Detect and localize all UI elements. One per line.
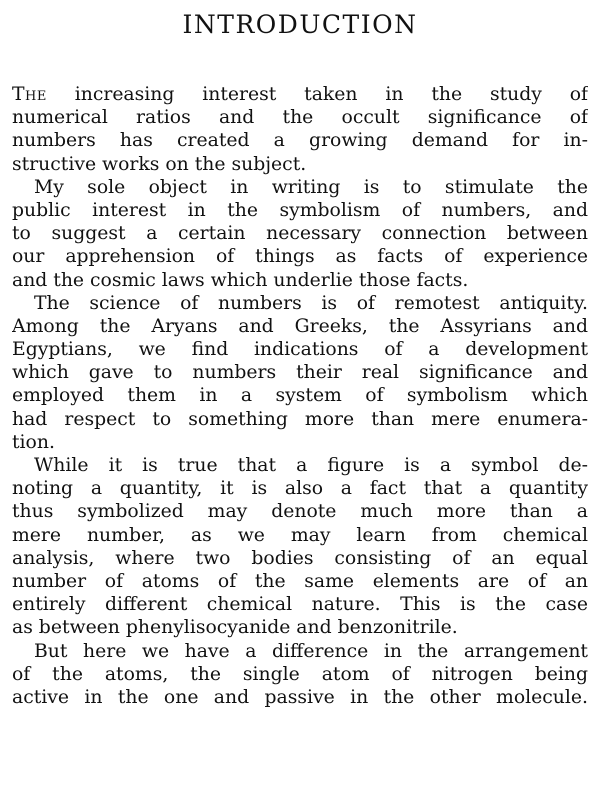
text-line: thus symbolized may denote much more than a [12,501,588,523]
text-line: and the cosmic laws which underlie those facts. [12,269,469,291]
text-line: analysis, where two bodies consisting of an equal [12,547,588,569]
text-line: employed them in a system of symbolism which [12,385,588,407]
text-line: entirely different chemical nature. This is the case [12,594,588,616]
paragraph-5 [12,640,588,710]
page-title: INTRODUCTION [182,10,418,39]
text-line: Among the Aryans and Greeks, the Assyrians and [12,315,588,337]
text-line: numbers has created a growing demand for in- [12,130,588,152]
text-line: had respect to something more than mere enumera- [12,408,588,430]
paragraph-4 [12,454,588,640]
text-line: numerical ratios and the occult significance of [12,107,588,129]
text-line: tion. [12,431,55,453]
text-line: which gave to numbers their real significance and [12,362,588,384]
text-line: our apprehension of things as facts of experience [12,246,588,268]
text-line: structive works on the subject. [12,153,307,175]
text-line: as between phenylisocyanide and benzonitrile. [12,617,458,639]
lead-word: The [12,84,47,105]
text-line: My sole object in writing is to stimulate the [34,176,588,198]
text-line: The science of numbers is of remotest antiquity. [34,292,588,314]
text-line: to suggest a certain necessary connection between [12,223,588,245]
text-line [12,83,588,106]
text-line: While it is true that a figure is a symbol de- [34,455,588,476]
line-text: increasing interest taken in the study of [46,84,588,105]
paragraph-2 [12,176,588,292]
text-line: active in the one and passive in the other molecule. [12,686,588,708]
text-line: number of atoms of the same elements are of an [12,570,588,592]
text-line: noting a quantity, it is also a fact that a quantity [12,478,588,500]
paragraph-1 [12,83,588,176]
text-line: Egyptians, we find indications of a development [12,339,588,361]
paragraph-3 [12,292,588,454]
body-text [12,83,588,709]
text-line: of the atoms, the single atom of nitrogen being [12,663,588,685]
text-line: mere number, as we may learn from chemical [12,524,588,546]
text-line: public interest in the symbolism of numbers, and [12,199,588,221]
text-line: But here we have a difference in the arrangement [34,640,588,662]
